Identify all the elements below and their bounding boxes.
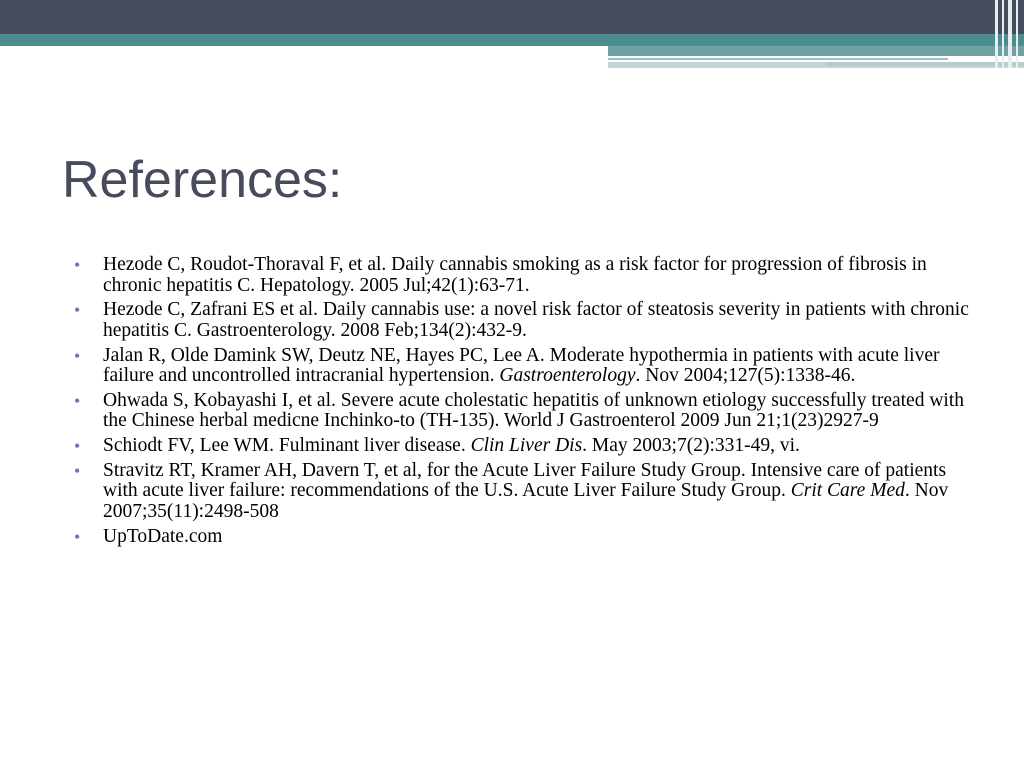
- reference-citation: . May 2003;7(2):331-49, vi.: [582, 435, 800, 457]
- references-list: [74, 255, 974, 552]
- reference-item: [74, 255, 974, 296]
- bullet-icon: •: [74, 460, 81, 481]
- bullet-icon: •: [74, 300, 81, 321]
- header-dark-band: [0, 0, 1024, 34]
- reference-text: Schiodt FV, Lee WM. Fulminant liver disease.: [103, 435, 471, 457]
- reference-citation: . Nov 2004;127(5):1338-46.: [635, 365, 856, 387]
- reference-item: [74, 346, 974, 387]
- bullet-icon: •: [74, 390, 81, 411]
- reference-item: [74, 300, 974, 341]
- header-vertical-stripe: [1016, 0, 1018, 68]
- reference-citation: . Nov 2007;35(11):2498-508: [103, 480, 949, 522]
- header-vertical-stripe: [1008, 0, 1012, 68]
- reference-item: [74, 461, 974, 523]
- bullet-icon: •: [74, 436, 81, 457]
- bullet-icon: •: [74, 345, 81, 366]
- bullet-icon: •: [74, 526, 81, 547]
- reference-item: [74, 527, 974, 548]
- journal-name: Clin Liver Dis: [470, 435, 583, 457]
- reference-text: Stravitz RT, Kramer AH, Davern T, et al, for the Acute Liver Failure Study Group. Intensive care of patients with acute liver failure: recommendations of the U.S. Acute Liver Failure Study Group.: [103, 459, 947, 502]
- journal-name: Gastroenterology: [499, 365, 636, 387]
- header-accent-line: [608, 58, 948, 60]
- reference-text: Ohwada S, Kobayashi I, et al. Severe acute cholestatic hepatitis of unknown etiology successfully treated with the Chinese herbal medicne Inchinko-to (TH-135). World J Gastroenterol 2009 Jun 21;1(23)2927-9: [103, 389, 964, 432]
- journal-name: Crit Care Med: [790, 480, 905, 502]
- reference-item: [74, 436, 974, 457]
- header-accent-bar: [608, 46, 1024, 56]
- reference-text: Hezode C, Roudot-Thoraval F, et al. Daily cannabis smoking as a risk factor for progression of fibrosis in chronic hepatitis C. Hepatology. 2005 Jul;42(1):63-71.: [103, 254, 927, 296]
- reference-text: Hezode C, Zafrani ES et al. Daily cannabis use: a novel risk factor of steatosis severity in patients with chronic hepatitis C. Gastroenterology. 2008 Feb;134(2):432-9.: [103, 299, 969, 341]
- reference-text: Jalan R, Olde Damink SW, Deutz NE, Hayes PC, Lee A. Moderate hypothermia in patients with acute liver failure and uncontrolled intracranial hypertension.: [103, 344, 940, 387]
- header-teal-band: [0, 34, 1024, 46]
- header-vertical-stripe: [1002, 0, 1004, 68]
- header-vertical-stripe: [995, 0, 998, 68]
- reference-item: [74, 391, 974, 432]
- slide-title: References:: [62, 151, 343, 209]
- bullet-icon: •: [74, 255, 81, 275]
- reference-text: UpToDate.com: [103, 525, 223, 547]
